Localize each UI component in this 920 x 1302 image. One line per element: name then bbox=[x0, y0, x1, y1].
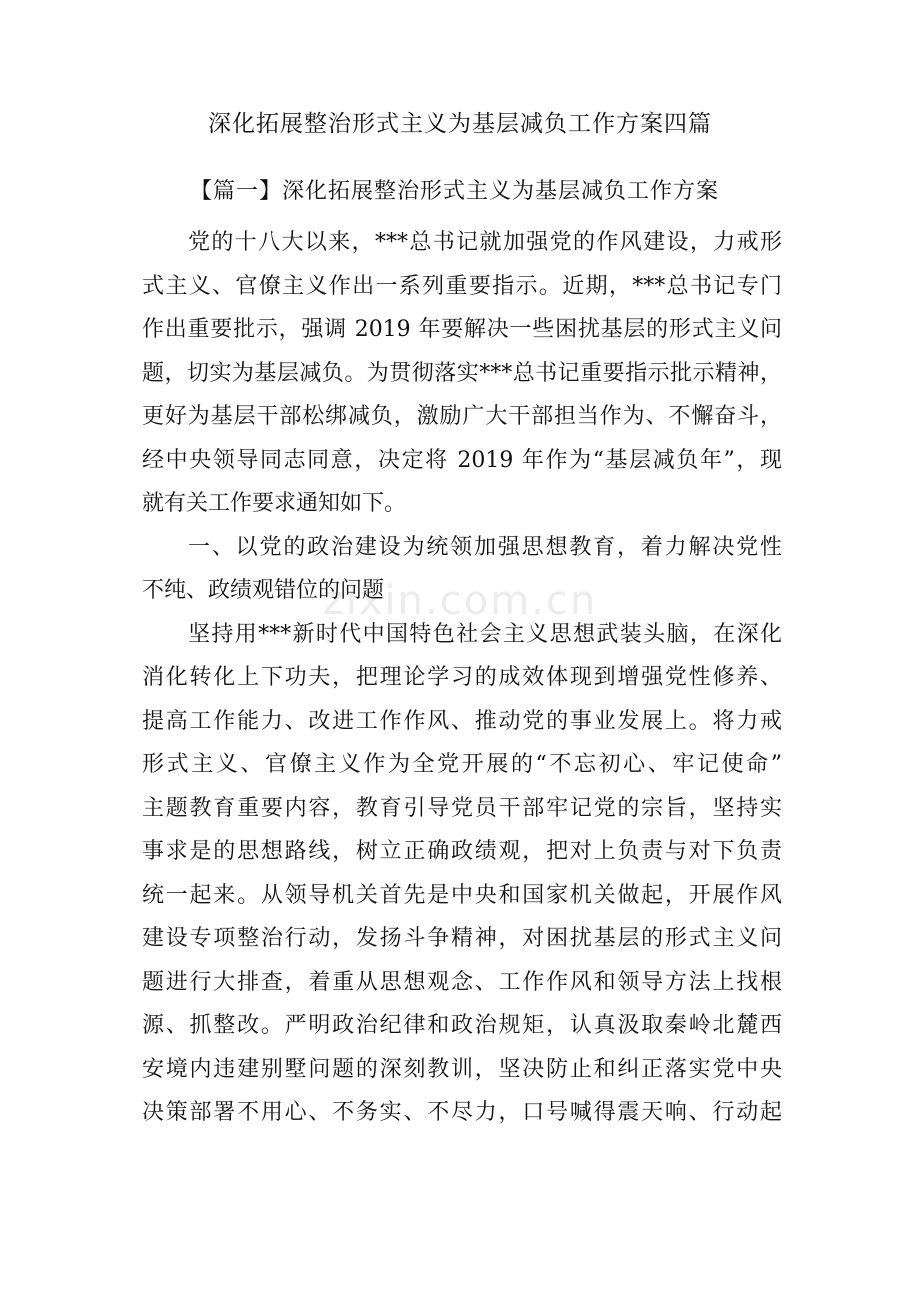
text-line: 消化转化上下功夫，把理论学习的成效体现到增强党性修养、 bbox=[142, 665, 782, 690]
text-line: 统一起来。从领导机关首先是中央和国家机关做起，开展作风 bbox=[142, 882, 782, 908]
text-line: 建设专项整治行动，发扬斗争精神，对困扰基层的形式主义问 bbox=[142, 926, 782, 951]
document-body bbox=[142, 221, 782, 1135]
text-line: 党的十八大以来，***总书记就加强党的作风建设，力戒形 bbox=[188, 230, 782, 255]
text-line: 题，切实为基层减负。为贯彻落实***总书记重要指示批示精神， bbox=[142, 360, 782, 386]
text-line: 作出重要批示，强调 2019 年要解决一些困扰基层的形式主义问 bbox=[142, 317, 782, 342]
text-line: 事求是的思想路线，树立正确政绩观，把对上负责与对下负责 bbox=[142, 839, 782, 864]
text-line: 提高工作能力、改进工作作风、推动党的事业发展上。将力戒 bbox=[142, 708, 782, 734]
text-line: 经中央领导同志同意，决定将 2019 年作为“基层减负年”，现 bbox=[142, 447, 782, 473]
section-heading-line: 不纯、政绩观错位的问题 bbox=[142, 578, 385, 603]
section-subtitle: 【篇一】深化拓展整治形式主义为基层减负工作方案 bbox=[190, 179, 720, 204]
text-line: 源、抓整改。严明政治纪律和政治规矩，认真汲取秦岭北麓西 bbox=[142, 1013, 782, 1038]
text-line: 就有关工作要求通知如下。 bbox=[142, 491, 407, 516]
text-line: 更好为基层干部松绑减负，激励广大干部担当作为、不懈奋斗， bbox=[142, 404, 782, 429]
text-line: 主题教育重要内容，教育引导党员干部牢记党的宗旨，坚持实 bbox=[142, 795, 782, 821]
text-line: 题进行大排查，着重从思想观念、工作作风和领导方法上找根 bbox=[142, 969, 782, 995]
watermark: zixin.com.cn bbox=[322, 578, 598, 624]
text-line: 坚持用***新时代中国特色社会主义思想武装头脑，在深化 bbox=[188, 621, 782, 647]
section-heading-line: 一、以党的政治建设为统领加强思想教育，着力解决党性 bbox=[188, 534, 782, 560]
text-line: 决策部署不用心、不务实、不尽力，口号喊得震天响、行动起 bbox=[142, 1100, 782, 1125]
text-line: 形式主义、官僚主义作为全党开展的“不忘初心、牢记使命” bbox=[142, 752, 782, 777]
document-title: 深化拓展整治形式主义为基层减负工作方案四篇 bbox=[208, 111, 712, 137]
text-line: 安境内违建别墅问题的深刻教训，坚决防止和纠正落实党中央 bbox=[142, 1056, 782, 1082]
text-line: 式主义、官僚主义作出一系列重要指示。近期，***总书记专门 bbox=[142, 273, 782, 299]
